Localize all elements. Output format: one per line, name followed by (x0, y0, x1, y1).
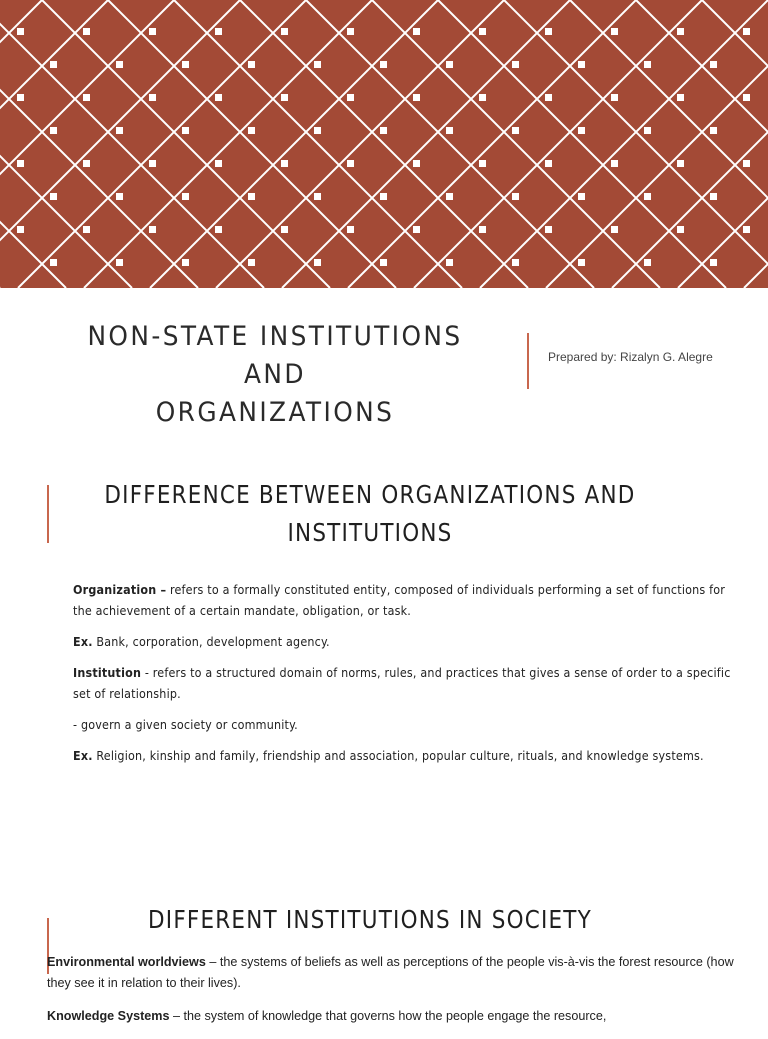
term-knowledge-systems: Knowledge Systems (47, 1009, 170, 1023)
pattern-dot (743, 226, 750, 233)
pattern-dot (644, 193, 651, 200)
pattern-dot (677, 226, 684, 233)
pattern-dot (182, 193, 189, 200)
pattern-dot (314, 127, 321, 134)
pattern-dot (50, 193, 57, 200)
pattern-dot (677, 28, 684, 35)
pattern-dot (17, 160, 24, 167)
pattern-dot (446, 193, 453, 200)
pattern-dot (116, 61, 123, 68)
pattern-dot (281, 28, 288, 35)
pattern-dot (215, 28, 222, 35)
pattern-dot (512, 259, 519, 266)
pattern-dot (380, 127, 387, 134)
slide2-title-line2: INSTITUTIONS (287, 518, 453, 547)
pattern-dot (347, 226, 354, 233)
pattern-dot (347, 160, 354, 167)
example-institution (73, 745, 733, 766)
pattern-dot (611, 226, 618, 233)
pattern-dot (347, 94, 354, 101)
pattern-dot (314, 259, 321, 266)
pattern-dot (578, 61, 585, 68)
pattern-dot (413, 28, 420, 35)
slide3-body (47, 952, 747, 1039)
slide1-title-line1: NON-STATE INSTITUTIONS AND (87, 321, 463, 390)
pattern-dot (710, 193, 717, 200)
slide3-title: DIFFERENT INSTITUTIONS IN SOCIETY (148, 905, 592, 934)
pattern-dot (413, 226, 420, 233)
pattern-dot (314, 61, 321, 68)
definition-institution (73, 662, 733, 704)
pattern-dot (578, 127, 585, 134)
pattern-dot (182, 259, 189, 266)
pattern-dot (545, 94, 552, 101)
pattern-dot (479, 28, 486, 35)
pattern-dot (446, 259, 453, 266)
item-text: – the system of knowledge that governs how the people engage the resource, (169, 1009, 607, 1023)
pattern-dot (743, 160, 750, 167)
pattern-dot (710, 259, 717, 266)
pattern-dot (50, 127, 57, 134)
definition-text: - refers to a structured domain of norms, rules, and practices that gives a sense of order to a specific set of relationship. (73, 665, 731, 701)
pattern-dot (611, 160, 618, 167)
pattern-dot (644, 61, 651, 68)
pattern-dot (248, 193, 255, 200)
pattern-dot (281, 160, 288, 167)
pattern-dot (677, 94, 684, 101)
pattern-dot (149, 94, 156, 101)
item-environmental-worldviews (47, 952, 737, 994)
slide2-title (103, 476, 636, 552)
pattern-dot (512, 127, 519, 134)
pattern-dot (116, 127, 123, 134)
pattern-dot (413, 160, 420, 167)
pattern-dot (248, 127, 255, 134)
item-text: – the systems of beliefs as well as perceptions of the people vis-à-vis the forest resource (how they see it in relation to their lives). (47, 955, 734, 990)
pattern-dot (446, 127, 453, 134)
pattern-dot (17, 94, 24, 101)
pattern-dot (149, 28, 156, 35)
slide1-divider (527, 333, 529, 389)
term-environmental-worldviews: Environmental worldviews (47, 955, 206, 969)
definition-organization (73, 579, 733, 621)
pattern-dot (248, 61, 255, 68)
pattern-dot (611, 94, 618, 101)
pattern-dot (743, 28, 750, 35)
pattern-dot (116, 259, 123, 266)
term-institution: Institution (73, 665, 142, 680)
example-organization (73, 631, 733, 652)
pattern-dot (479, 226, 486, 233)
pattern-dot (347, 28, 354, 35)
pattern-dot (215, 94, 222, 101)
pattern-dot (248, 259, 255, 266)
slide1-title (59, 318, 491, 432)
pattern-dot (380, 259, 387, 266)
pattern-dot (512, 61, 519, 68)
pattern-dot (182, 61, 189, 68)
pattern-dot (50, 61, 57, 68)
institution-note (73, 714, 733, 735)
pattern-dot (479, 160, 486, 167)
slide2-body (73, 579, 733, 776)
pattern-dot (281, 94, 288, 101)
pattern-dot (710, 61, 717, 68)
pattern-dot (50, 259, 57, 266)
pattern-dot (512, 193, 519, 200)
pattern-dot (479, 94, 486, 101)
note-text: - govern a given society or community. (73, 717, 298, 732)
slide2-accent-line (47, 485, 49, 543)
term-organization: Organization – (73, 582, 167, 597)
pattern-dot (215, 226, 222, 233)
slide1-title-line2: ORGANIZATIONS (155, 397, 395, 428)
pattern-dot (83, 28, 90, 35)
pattern-dot (17, 226, 24, 233)
pattern-dot (116, 193, 123, 200)
slide2-title-line1: DIFFERENCE BETWEEN ORGANIZATIONS AND (104, 480, 636, 509)
example-text: Religion, kinship and family, friendship and association, popular culture, rituals, and knowledge systems. (92, 748, 704, 763)
author-credit: Prepared by: Rizalyn G. Alegre (548, 350, 713, 364)
pattern-dot (413, 94, 420, 101)
pattern-dot (380, 61, 387, 68)
pattern-dot (611, 28, 618, 35)
pattern-dot (743, 94, 750, 101)
definition-text: refers to a formally constituted entity, composed of individuals performing a set of functions for the achievement of a certain mandate, obligation, or task. (73, 582, 726, 618)
pattern-dot (380, 193, 387, 200)
pattern-dot (281, 226, 288, 233)
pattern-dot (314, 193, 321, 200)
pattern-dot (149, 226, 156, 233)
example-text: Bank, corporation, development agency. (92, 634, 330, 649)
pattern-dot (545, 160, 552, 167)
term-example: Ex. (73, 634, 93, 649)
decorative-diamond-pattern (0, 0, 768, 288)
pattern-dot (182, 127, 189, 134)
pattern-dot (83, 94, 90, 101)
pattern-dot (578, 193, 585, 200)
pattern-dot (83, 226, 90, 233)
pattern-dot (644, 127, 651, 134)
pattern-dot (710, 127, 717, 134)
pattern-dot (215, 160, 222, 167)
pattern-dot (578, 259, 585, 266)
pattern-dot (446, 61, 453, 68)
pattern-dot (83, 160, 90, 167)
pattern-dot (545, 28, 552, 35)
pattern-dot (545, 226, 552, 233)
term-example: Ex. (73, 748, 93, 763)
pattern-dot (17, 28, 24, 35)
pattern-dot (644, 259, 651, 266)
pattern-dot (149, 160, 156, 167)
pattern-dot (677, 160, 684, 167)
